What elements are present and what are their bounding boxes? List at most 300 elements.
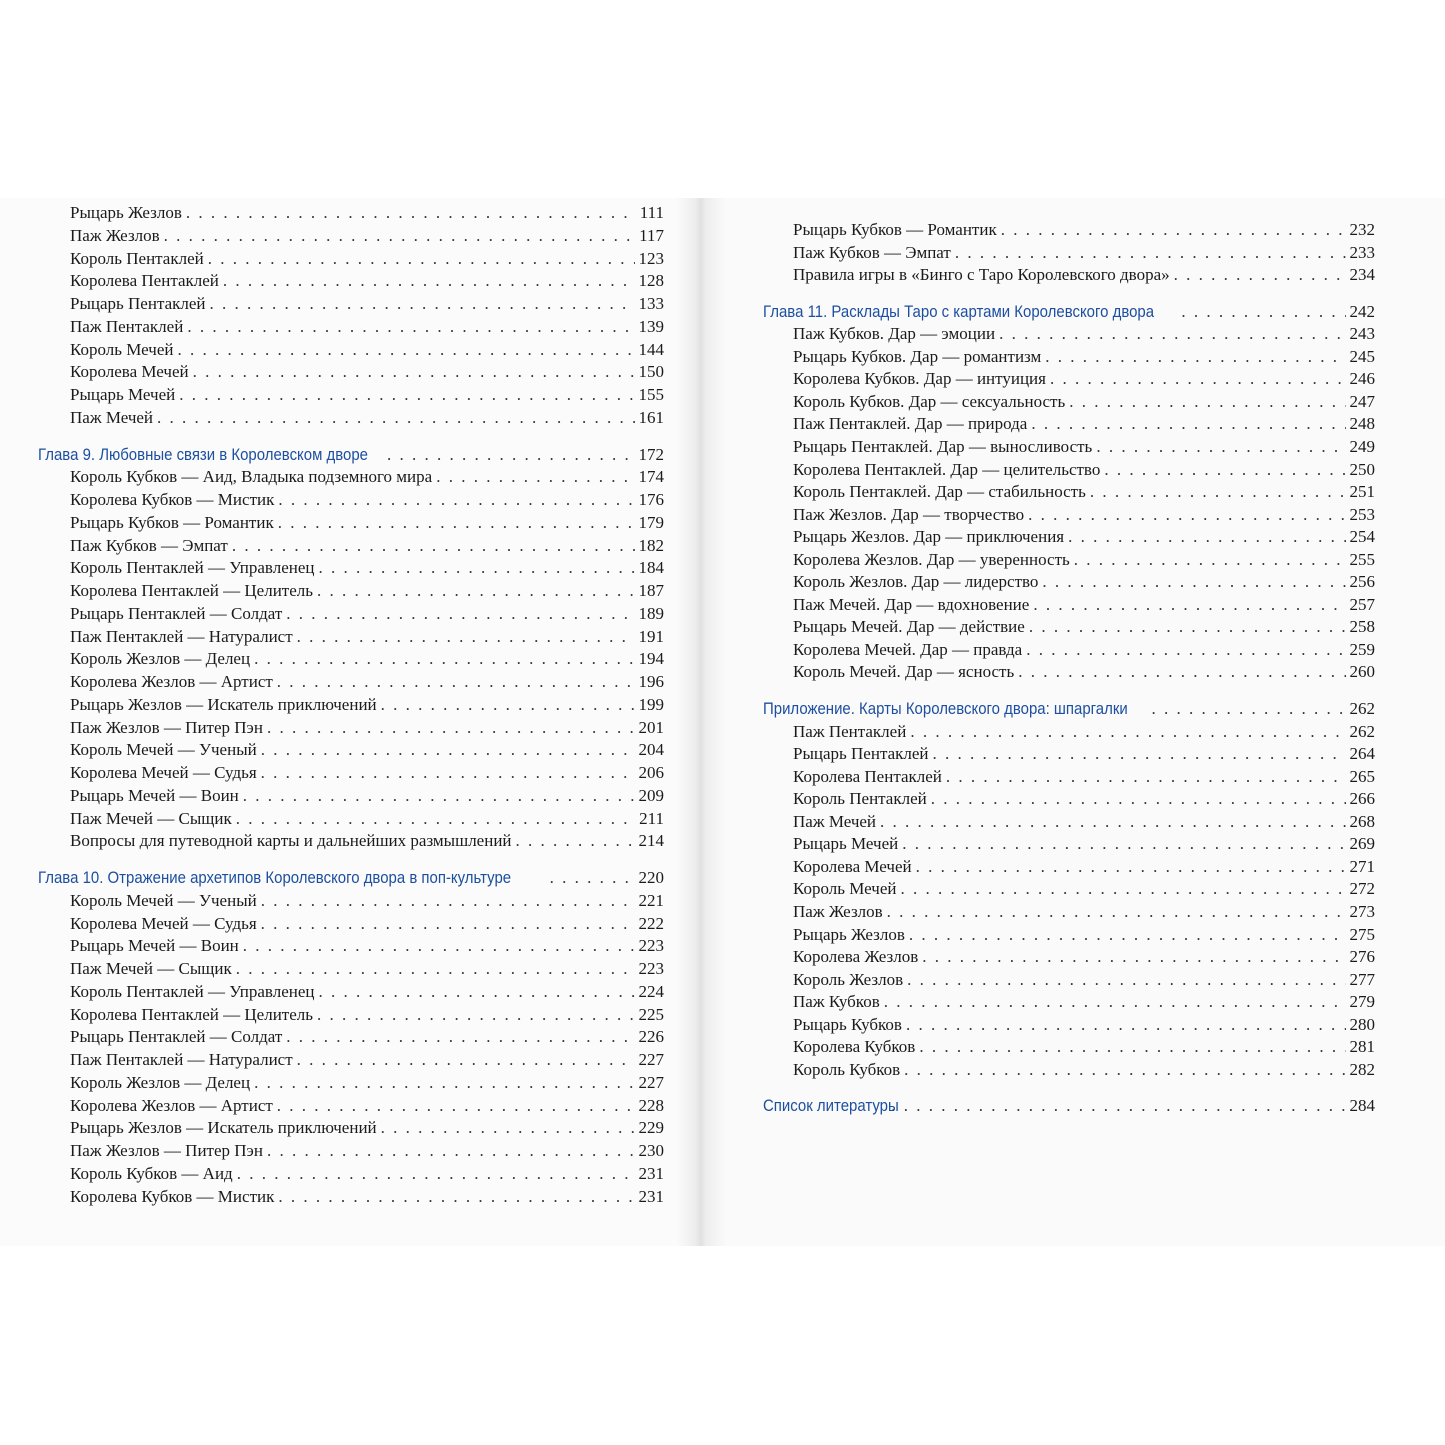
entry-title: Паж Мечей. Дар — вдохновение — [793, 594, 1030, 614]
page-number: 176 — [638, 490, 664, 509]
page-number: 262 — [1349, 721, 1375, 741]
page-number: 264 — [1349, 744, 1375, 764]
dot-leader — [1050, 367, 1346, 391]
dot-leader — [999, 322, 1345, 346]
page-number: 194 — [638, 649, 664, 669]
page-number: 248 — [1349, 414, 1375, 434]
dot-leader — [1018, 660, 1345, 684]
page-number: 229 — [638, 1118, 664, 1138]
entry-title: Король Кубков — Аид, Владыка подземного мира — [70, 467, 433, 487]
page-number: 269 — [1349, 834, 1375, 854]
toc-entry — [70, 360, 664, 384]
dot-leader — [243, 934, 635, 958]
entry-title: Королева Пентаклей. Дар — целительство — [793, 459, 1101, 479]
entry-title: Король Жезлов. Дар — лидерство — [793, 572, 1039, 592]
entry-title: Рыцарь Жезлов — [70, 203, 182, 222]
toc-entry — [70, 1071, 664, 1095]
entry-title: Вопросы для путеводной карты и дальнейших размышлений — [70, 831, 512, 851]
dot-leader — [904, 1058, 1345, 1082]
toc-entry — [793, 1013, 1375, 1037]
dot-leader — [297, 625, 635, 649]
dot-leader — [887, 900, 1346, 924]
dot-leader — [1151, 697, 1345, 721]
entry-title: Рыцарь Кубков — [793, 1014, 902, 1034]
dot-leader — [907, 968, 1345, 992]
toc-entry — [70, 980, 664, 1004]
toc-chapter-heading — [763, 300, 1375, 324]
page-number: 211 — [639, 808, 664, 828]
entry-title: Король Мечей — [793, 879, 897, 899]
entry-title: Рыцарь Кубков — Романтик — [70, 512, 274, 532]
dot-leader — [164, 224, 635, 248]
page-number: 220 — [638, 868, 664, 887]
page-number: 204 — [638, 740, 664, 760]
toc-entry — [70, 670, 664, 694]
toc-entry — [793, 1058, 1375, 1082]
page-number: 258 — [1349, 617, 1375, 637]
chapter-title: Список литературы — [763, 1096, 899, 1116]
dot-leader — [919, 1035, 1345, 1059]
entry-title: Королева Мечей. Дар — правда — [793, 639, 1023, 659]
entry-title: Рыцарь Жезлов — Искатель приключений — [70, 694, 377, 714]
page-number: 257 — [1349, 594, 1375, 614]
toc-entry — [793, 458, 1375, 482]
dot-leader — [236, 807, 635, 831]
toc-entry — [793, 945, 1375, 969]
dot-leader — [1033, 593, 1345, 617]
page-number: 262 — [1349, 699, 1375, 718]
dot-leader — [1181, 300, 1345, 324]
entry-title: Рыцарь Жезлов — [793, 924, 905, 944]
entry-title: Королева Жезлов — Артист — [70, 1095, 273, 1115]
page-number: 231 — [638, 1186, 664, 1206]
dot-leader — [243, 784, 635, 808]
dot-leader — [177, 338, 634, 362]
page-number: 271 — [1349, 856, 1375, 876]
dot-leader — [891, 1094, 1345, 1118]
toc-entry — [70, 957, 664, 981]
dot-leader — [1074, 548, 1346, 572]
toc-entry — [793, 832, 1375, 856]
toc-entry — [793, 638, 1375, 662]
entry-title: Король Жезлов — Делец — [70, 649, 251, 669]
entry-title: Королева Пентаклей — Целитель — [70, 581, 313, 600]
toc-entry — [793, 1035, 1375, 1059]
entry-title: Королева Кубков. Дар — интуиция — [793, 369, 1046, 389]
entry-title: Королева Мечей — Судья — [70, 763, 257, 782]
dot-leader — [1096, 435, 1345, 459]
dot-leader — [208, 247, 635, 271]
entry-title: Королева Мечей — [793, 856, 912, 876]
entry-title: Паж Жезлов — Питер Пэн — [70, 1141, 263, 1160]
dot-leader — [297, 1048, 635, 1072]
entry-title: Король Мечей — Ученый — [70, 890, 257, 910]
toc-entry — [70, 934, 664, 958]
dot-leader — [1174, 263, 1346, 287]
entry-title: Король Мечей — [70, 339, 174, 359]
page-number: 279 — [1349, 992, 1375, 1012]
page-number: 161 — [638, 407, 664, 427]
page-number: 251 — [1349, 482, 1375, 502]
entry-title: Паж Кубков — Эмпат — [70, 535, 228, 555]
chapter-title: Глава 9. Любовные связи в Королевском дворе — [38, 444, 368, 464]
dot-leader — [902, 832, 1345, 856]
dot-leader — [1029, 615, 1346, 639]
toc-entry — [70, 315, 664, 339]
entry-title: Рыцарь Пентаклей — Солдат — [70, 1027, 283, 1047]
dot-leader — [193, 360, 635, 384]
toc-entry — [793, 900, 1375, 924]
toc-entry — [793, 855, 1375, 879]
entry-title: Королева Мечей — Судья — [70, 913, 257, 933]
entry-title: Королева Жезлов. Дар — уверенность — [793, 549, 1070, 569]
dot-leader — [186, 201, 636, 225]
dot-leader — [277, 670, 635, 694]
page-number: 123 — [638, 248, 664, 268]
dot-leader — [232, 534, 635, 558]
entry-title: Рыцарь Мечей — Воин — [70, 785, 239, 805]
entry-title: Паж Кубков — [793, 992, 880, 1012]
page-number: 273 — [1349, 901, 1375, 921]
dot-leader — [267, 1139, 635, 1163]
page-number: 227 — [638, 1072, 664, 1092]
entry-title: Паж Пентаклей — Натуралист — [70, 626, 293, 646]
page-number: 266 — [1349, 789, 1375, 809]
entry-title: Паж Пентаклей — Натуралист — [70, 1050, 293, 1069]
toc-entry — [793, 548, 1375, 572]
entry-title: Король Мечей. Дар — ясность — [793, 662, 1015, 682]
toc-entry — [793, 322, 1375, 346]
dot-leader — [261, 738, 635, 762]
dot-leader — [922, 945, 1345, 969]
book-gutter — [676, 198, 726, 1246]
dot-leader — [955, 241, 1346, 265]
book-spread — [0, 198, 1445, 1246]
toc-entry — [70, 625, 664, 649]
dot-leader — [261, 889, 635, 913]
page-number: 231 — [638, 1163, 664, 1183]
entry-title: Паж Жезлов — [793, 901, 883, 921]
page-number: 281 — [1349, 1037, 1375, 1057]
page-number: 187 — [638, 581, 664, 600]
page-number: 201 — [638, 717, 664, 737]
page-number: 172 — [638, 444, 664, 464]
toc-entry — [793, 241, 1375, 265]
entry-title: Рыцарь Мечей — Воин — [70, 936, 239, 956]
page-number: 259 — [1349, 639, 1375, 659]
toc-entry — [70, 534, 664, 558]
dot-leader — [933, 742, 1346, 766]
page-number: 199 — [638, 694, 664, 714]
page-number: 191 — [638, 626, 664, 646]
toc-entry — [793, 968, 1375, 992]
dot-leader — [254, 647, 634, 671]
toc-entry — [70, 201, 664, 225]
toc-entry — [793, 570, 1375, 594]
entry-title: Рыцарь Пентаклей — [793, 744, 929, 764]
toc-entry — [70, 1003, 664, 1027]
dot-leader — [254, 1071, 634, 1095]
dot-leader — [550, 866, 635, 890]
dot-leader — [1042, 570, 1345, 594]
toc-entry — [70, 784, 664, 808]
toc-entry — [70, 247, 664, 271]
entry-title: Король Жезлов — [793, 969, 904, 989]
dot-leader — [1069, 390, 1345, 414]
page-number: 282 — [1349, 1059, 1375, 1079]
toc-entry — [70, 761, 664, 785]
dot-leader — [909, 923, 1346, 947]
toc-entry — [70, 383, 664, 407]
page-number: 260 — [1349, 662, 1375, 682]
entry-title: Король Пентаклей — Управленец — [70, 981, 315, 1001]
entry-title: Рыцарь Мечей — [70, 385, 176, 404]
page-number: 255 — [1349, 549, 1375, 569]
page-number: 184 — [638, 558, 664, 578]
page-number: 268 — [1349, 811, 1375, 831]
entry-title: Паж Мечей — Сыщик — [70, 808, 232, 828]
page-number: 242 — [1349, 301, 1375, 321]
page-number: 182 — [638, 535, 664, 555]
dot-leader — [516, 829, 635, 853]
entry-title: Рыцарь Жезлов — Искатель приключений — [70, 1118, 377, 1138]
page-number: 226 — [638, 1027, 664, 1047]
dot-leader — [906, 1013, 1346, 1037]
toc-entry — [70, 807, 664, 831]
entry-title: Рыцарь Пентаклей. Дар — выносливость — [793, 436, 1093, 456]
page-number: 277 — [1349, 969, 1375, 989]
entry-title: Король Пентаклей — Управленец — [70, 558, 315, 578]
dot-leader — [381, 693, 635, 717]
toc-chapter-heading — [763, 1094, 1375, 1118]
entry-title: Рыцарь Кубков — Романтик — [793, 220, 997, 239]
page-number: 117 — [639, 225, 664, 245]
page-number: 128 — [638, 271, 664, 291]
entry-title: Паж Мечей — [70, 407, 154, 427]
dot-leader — [319, 556, 635, 580]
page-number: 150 — [638, 362, 664, 382]
toc-entry — [793, 503, 1375, 527]
entry-title: Рыцарь Жезлов. Дар — приключения — [793, 527, 1065, 547]
page-number: 284 — [1349, 1096, 1375, 1116]
page-number: 232 — [1349, 220, 1375, 239]
entry-title: Королева Мечей — [70, 362, 189, 382]
toc-entry — [793, 787, 1375, 811]
toc-entry — [793, 480, 1375, 504]
toc-entry — [793, 742, 1375, 766]
chapter-title: Глава 11. Расклады Таро с картами Королевского двора — [763, 301, 1155, 321]
dot-leader — [1031, 412, 1345, 436]
toc-entry — [70, 511, 664, 535]
dot-leader — [237, 1162, 635, 1186]
dot-leader — [319, 980, 635, 1004]
page-number: 249 — [1349, 436, 1375, 456]
toc-entry — [70, 1048, 664, 1072]
dot-leader — [261, 912, 635, 936]
page-number: 209 — [638, 785, 664, 805]
page-number: 245 — [1349, 346, 1375, 366]
page-number: 230 — [638, 1141, 664, 1160]
dot-leader — [1068, 525, 1345, 549]
dot-leader — [1001, 218, 1346, 242]
entry-title: Паж Пентаклей — [70, 316, 184, 336]
entry-title: Паж Кубков. Дар — эмоции — [793, 324, 996, 344]
toc-entry — [70, 1025, 664, 1049]
dot-leader — [931, 787, 1346, 811]
entry-title: Королева Пентаклей — [70, 271, 219, 291]
page-number: 254 — [1349, 527, 1375, 547]
toc-entry — [793, 390, 1375, 414]
page-number: 223 — [638, 936, 664, 956]
entry-title: Паж Жезлов — [70, 225, 160, 245]
toc-entry — [793, 810, 1375, 834]
dot-leader — [317, 1003, 635, 1027]
dot-leader — [157, 406, 634, 430]
dot-leader — [236, 957, 635, 981]
page-number: 133 — [638, 294, 664, 313]
dot-leader — [1090, 480, 1346, 504]
dot-leader — [436, 465, 634, 489]
entry-title: Рыцарь Кубков. Дар — романтизм — [793, 346, 1042, 366]
entry-title: Рыцарь Пентаклей — Солдат — [70, 603, 283, 623]
toc-entry — [793, 218, 1375, 242]
page-number: 144 — [638, 339, 664, 359]
toc-entry — [793, 263, 1375, 287]
page-number: 276 — [1349, 947, 1375, 967]
toc-entry — [70, 224, 664, 248]
dot-leader — [381, 1116, 635, 1140]
toc-entry — [70, 1162, 664, 1186]
entry-title: Король Мечей — Ученый — [70, 740, 257, 760]
dot-leader — [910, 720, 1345, 744]
toc-entry — [70, 693, 664, 717]
toc-chapter-heading — [38, 866, 664, 890]
entry-title: Рыцарь Пентаклей — [70, 294, 206, 313]
entry-title: Король Пентаклей — [793, 789, 927, 809]
page-number: 250 — [1349, 459, 1375, 479]
toc-entry — [70, 716, 664, 740]
toc-entry — [70, 292, 664, 316]
toc-entry — [70, 1094, 664, 1118]
page-number: 265 — [1349, 766, 1375, 786]
page-number: 253 — [1349, 504, 1375, 524]
toc-entry — [70, 889, 664, 913]
toc-entry — [793, 525, 1375, 549]
toc-entry — [793, 990, 1375, 1014]
entry-title: Король Кубков — Аид — [70, 1163, 233, 1183]
page-number: 224 — [638, 981, 664, 1001]
toc-entry — [70, 1116, 664, 1140]
toc-entry — [793, 345, 1375, 369]
toc-entry — [793, 720, 1375, 744]
dot-leader — [267, 716, 635, 740]
dot-leader — [946, 765, 1346, 789]
toc-entry — [793, 593, 1375, 617]
dot-leader — [317, 579, 635, 603]
toc-entry — [70, 579, 664, 603]
toc-entry — [793, 412, 1375, 436]
dot-leader — [1104, 458, 1345, 482]
toc-entry — [70, 602, 664, 626]
page-number: 272 — [1349, 879, 1375, 899]
page-number: 225 — [638, 1004, 664, 1024]
toc-entry — [793, 923, 1375, 947]
dot-leader — [880, 810, 1345, 834]
entry-title: Паж Пентаклей — [793, 721, 907, 741]
toc-chapter-heading — [763, 697, 1375, 721]
toc-entry — [70, 912, 664, 936]
toc-entry — [793, 367, 1375, 391]
entry-title: Паж Жезлов. Дар — творчество — [793, 504, 1025, 524]
page-number: 214 — [638, 831, 664, 851]
entry-title: Паж Жезлов — Питер Пэн — [70, 717, 263, 737]
toc-entry — [793, 877, 1375, 901]
page-number: 246 — [1349, 369, 1375, 389]
toc-entry — [70, 738, 664, 762]
toc-entry — [70, 406, 664, 430]
dot-leader — [1028, 503, 1345, 527]
toc-entry — [793, 615, 1375, 639]
toc-entry — [70, 556, 664, 580]
toc-entry — [70, 465, 664, 489]
chapter-title: Приложение. Карты Королевского двора: шпаргалки — [763, 699, 1128, 718]
page-number: 189 — [638, 603, 664, 623]
dot-leader — [278, 488, 634, 512]
page-number: 233 — [1349, 242, 1375, 262]
entry-title: Королева Жезлов — [793, 947, 919, 967]
page-number: 243 — [1349, 324, 1375, 344]
dot-leader — [278, 511, 635, 535]
toc-entry — [70, 488, 664, 512]
page-number: 179 — [638, 512, 664, 532]
entry-title: Паж Кубков — Эмпат — [793, 242, 951, 262]
entry-title: Королева Кубков — [793, 1037, 916, 1057]
entry-title: Король Кубков. Дар — сексуальность — [793, 391, 1066, 411]
page-number: 174 — [638, 467, 664, 487]
page-number: 223 — [638, 959, 664, 978]
page-number: 139 — [638, 316, 664, 336]
dot-leader — [261, 761, 635, 785]
entry-title: Паж Мечей — Сыщик — [70, 959, 232, 978]
toc-entry — [793, 435, 1375, 459]
page-number: 228 — [638, 1095, 664, 1115]
entry-title: Королева Пентаклей — Целитель — [70, 1004, 313, 1024]
toc-entry — [70, 269, 664, 293]
page-number: 234 — [1349, 265, 1375, 285]
dot-leader — [179, 383, 634, 407]
toc-entry — [70, 829, 664, 853]
toc-entry — [70, 647, 664, 671]
dot-leader — [286, 1025, 634, 1049]
dot-leader — [900, 877, 1345, 901]
page-number: 222 — [638, 913, 664, 933]
toc-entry — [70, 1139, 664, 1163]
entry-title: Король Кубков — [793, 1059, 901, 1079]
toc-entry — [70, 338, 664, 362]
entry-title: Король Жезлов — Делец — [70, 1072, 251, 1092]
page-number: 221 — [638, 890, 664, 910]
page-number: 196 — [638, 672, 664, 691]
dot-leader — [1045, 345, 1345, 369]
toc-chapter-heading — [38, 443, 664, 467]
page-number: 280 — [1349, 1014, 1375, 1034]
entry-title: Королева Кубков — Мистик — [70, 490, 275, 509]
dot-leader — [884, 990, 1346, 1014]
entry-title: Король Пентаклей — [70, 248, 204, 268]
dot-leader — [387, 443, 635, 467]
dot-leader — [277, 1094, 635, 1118]
toc-entry — [793, 765, 1375, 789]
